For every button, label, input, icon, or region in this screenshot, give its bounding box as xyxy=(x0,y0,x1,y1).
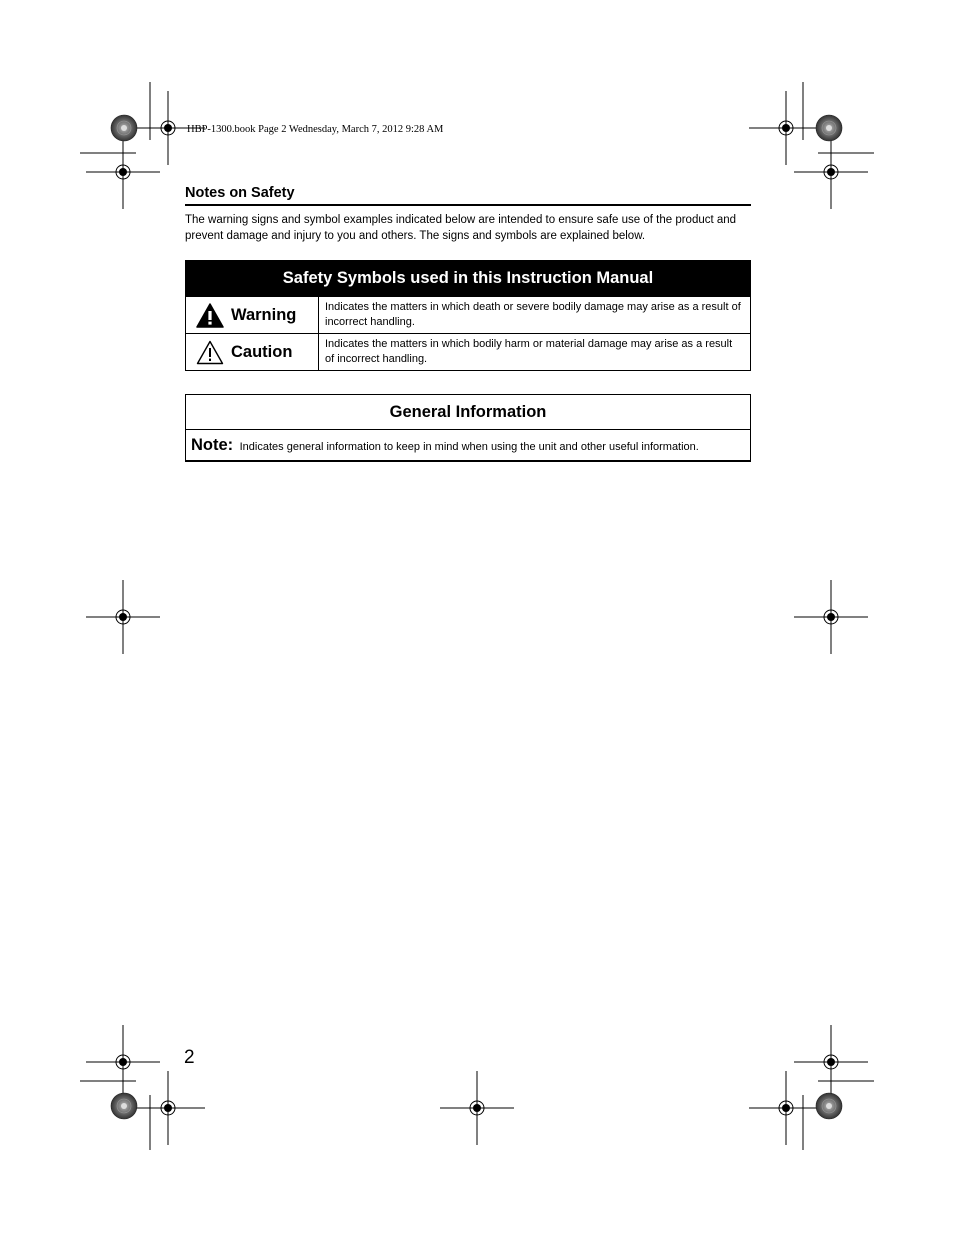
warning-description: Indicates the matters in which death or severe bodily damage may arise as a result of incorrect handling. xyxy=(319,297,751,334)
caution-description: Indicates the matters in which bodily harm or material damage may arise as a result of incorrect handling. xyxy=(319,334,751,371)
warning-label: Warning xyxy=(231,305,297,324)
page-number: 2 xyxy=(184,1047,195,1068)
warning-triangle-filled-icon xyxy=(196,303,224,328)
section-title: Notes on Safety xyxy=(185,185,751,206)
caution-label: Caution xyxy=(231,342,293,361)
note-text: Indicates general information to keep in mind when using the unit and other useful information. xyxy=(239,440,699,453)
print-header: HBP-1300.book Page 2 Wednesday, March 7, 2012 9:28 AM xyxy=(187,124,444,135)
table-row xyxy=(186,297,751,334)
general-information-table xyxy=(185,394,751,462)
safety-table-heading: Safety Symbols used in this Instruction Manual xyxy=(186,261,751,297)
caution-triangle-outline-icon xyxy=(196,340,224,365)
intro-text: The warning signs and symbol examples indicated below are intended to ensure safe use of the product and prevent damage and injury to you and others. The signs and symbols are explained below. xyxy=(185,214,737,242)
general-info-heading: General Information xyxy=(186,395,751,430)
safety-symbols-table xyxy=(185,260,751,371)
note-label: Note: xyxy=(191,435,234,454)
table-row xyxy=(186,334,751,371)
table-row xyxy=(186,430,751,462)
